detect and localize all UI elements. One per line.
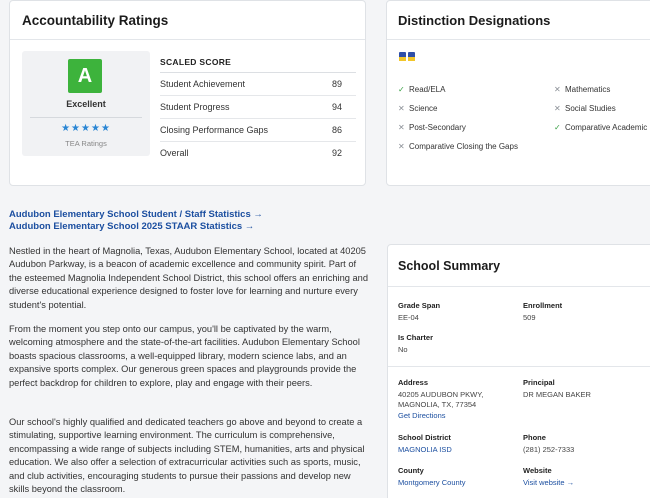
field-label: Is Charter — [398, 333, 434, 342]
school-summary-card — [387, 244, 650, 498]
accountability-ratings-card — [9, 0, 366, 186]
accountability-title: Accountability Ratings — [22, 13, 169, 28]
grade-box — [22, 51, 150, 156]
score-value: 89 — [331, 79, 342, 89]
website-field — [523, 466, 574, 488]
field-label: Website — [523, 466, 552, 475]
field-value: (281) 252-7333 — [523, 444, 575, 454]
field-value: No — [398, 344, 408, 354]
description-paragraph: Nestled in the heart of Magnolia, Texas, Audubon Elementary School, located at 40205 Audubon Parkway, is a beacon of academic excellence and community spirit. Part of the esteemed Magnolia Independent School District, this school offers an enriching and diverse educational experience designed to foster love for learning and nurture every student's potential. — [9, 246, 369, 310]
field-label: Enrollment — [523, 301, 563, 310]
field-value: DR MEGAN BAKER — [523, 389, 591, 399]
score-row — [160, 96, 356, 119]
distinction-item — [398, 142, 518, 151]
score-row — [160, 73, 356, 96]
medal-icon — [399, 52, 406, 61]
score-row — [160, 142, 356, 165]
stars-source: TEA Ratings — [65, 139, 107, 148]
grade-letter-badge: A — [68, 59, 102, 93]
distinction-item — [398, 123, 466, 132]
divider — [30, 117, 142, 118]
score-value: 86 — [331, 125, 342, 135]
distinction-label: Comparative Closing the Gaps — [409, 142, 518, 151]
address-field — [398, 378, 483, 421]
grade-span-field — [398, 301, 440, 323]
scaled-score-table — [160, 51, 356, 165]
district-field — [398, 433, 452, 455]
check-icon: ✓ — [398, 85, 405, 94]
star-rating-icon: ★★★★★ — [61, 123, 111, 134]
distinction-badges — [399, 52, 415, 61]
staff-statistics-link[interactable]: Audubon Elementary School Student / Staff Statistics → — [9, 209, 263, 220]
field-label: Grade Span — [398, 301, 441, 310]
x-icon: ✕ — [554, 104, 561, 113]
distinction-label: Post-Secondary — [409, 123, 466, 132]
distinction-label: Comparative Academic — [565, 123, 648, 132]
description-paragraph: Our school's highly qualified and dedicated teachers go above and beyond to create a stimulating, supportive learning environment. The curriculum is comprehensive, encompassing a wide range of subjects including STEM, humanities, arts and physical education. We also offer a selection of extracurricular activities such as sports, music, and club activities, encouraging students to pursue their passions and develop new skills beyond the classroom. — [9, 417, 365, 495]
grade-label: Excellent — [66, 99, 106, 109]
distinction-label: Mathematics — [565, 85, 611, 94]
distinction-item — [398, 104, 437, 113]
charter-field — [398, 333, 433, 355]
score-label: Student Progress — [160, 102, 230, 112]
field-label: Address — [398, 378, 429, 387]
x-icon: ✕ — [554, 85, 561, 94]
score-label: Student Achievement — [160, 79, 246, 89]
distinction-item — [554, 104, 616, 113]
divider — [10, 39, 365, 40]
score-value: 94 — [331, 102, 342, 112]
get-directions-link[interactable]: Get Directions — [398, 410, 446, 420]
x-icon: ✕ — [398, 104, 405, 113]
x-icon: ✕ — [398, 123, 405, 132]
visit-website-link[interactable]: Visit website → — [523, 477, 575, 487]
field-label: Principal — [523, 378, 555, 387]
field-label: County — [398, 466, 424, 475]
description-paragraph: From the moment you step onto our campus, you'll be captivated by the warm, welcoming atmosphere and the state-of-the-art facilities. Audubon Elementary School boasts spacious classrooms, a well-equipped library, modern science labs, and an expansive sports complex. Our generous green spaces and playgrounds provide the perfect backdrop for children to explore, play and engage with their peers. — [9, 324, 360, 388]
divider — [387, 39, 650, 40]
distinction-item — [554, 85, 610, 94]
field-value: EE-04 — [398, 312, 419, 322]
field-label: School District — [398, 433, 451, 442]
score-row — [160, 119, 356, 142]
distinction-label: Read/ELA — [409, 85, 446, 94]
check-icon: ✓ — [554, 123, 561, 132]
distinction-title: Distinction Designations — [398, 13, 551, 28]
distinction-label: Social Studies — [565, 104, 616, 113]
distinction-label: Science — [409, 104, 438, 113]
enrollment-field — [523, 301, 562, 323]
staar-statistics-link[interactable]: Audubon Elementary School 2025 STAAR Statistics → — [9, 221, 255, 232]
distinction-item — [398, 85, 445, 94]
principal-field — [523, 378, 591, 400]
distinction-item — [554, 123, 647, 132]
field-label: Phone — [523, 433, 546, 442]
address-line: 40205 AUDUBON PKWY, — [398, 389, 484, 399]
scaled-score-header: SCALED SCORE — [160, 51, 356, 73]
district-link[interactable]: MAGNOLIA ISD — [398, 444, 452, 454]
medal-icon — [408, 52, 415, 61]
summary-title: School Summary — [398, 259, 501, 273]
score-label: Closing Performance Gaps — [160, 125, 269, 135]
county-link[interactable]: Montgomery County — [398, 477, 466, 487]
address-line: MAGNOLIA, TX, 77354 — [398, 400, 477, 409]
score-label: Overall — [160, 148, 189, 158]
phone-field — [523, 433, 574, 455]
county-field — [398, 466, 466, 488]
field-value: 509 — [523, 312, 536, 322]
score-value: 92 — [331, 148, 342, 158]
divider — [388, 286, 650, 287]
distinction-designations-card — [386, 0, 650, 186]
x-icon: ✕ — [398, 142, 405, 151]
divider — [388, 366, 650, 367]
